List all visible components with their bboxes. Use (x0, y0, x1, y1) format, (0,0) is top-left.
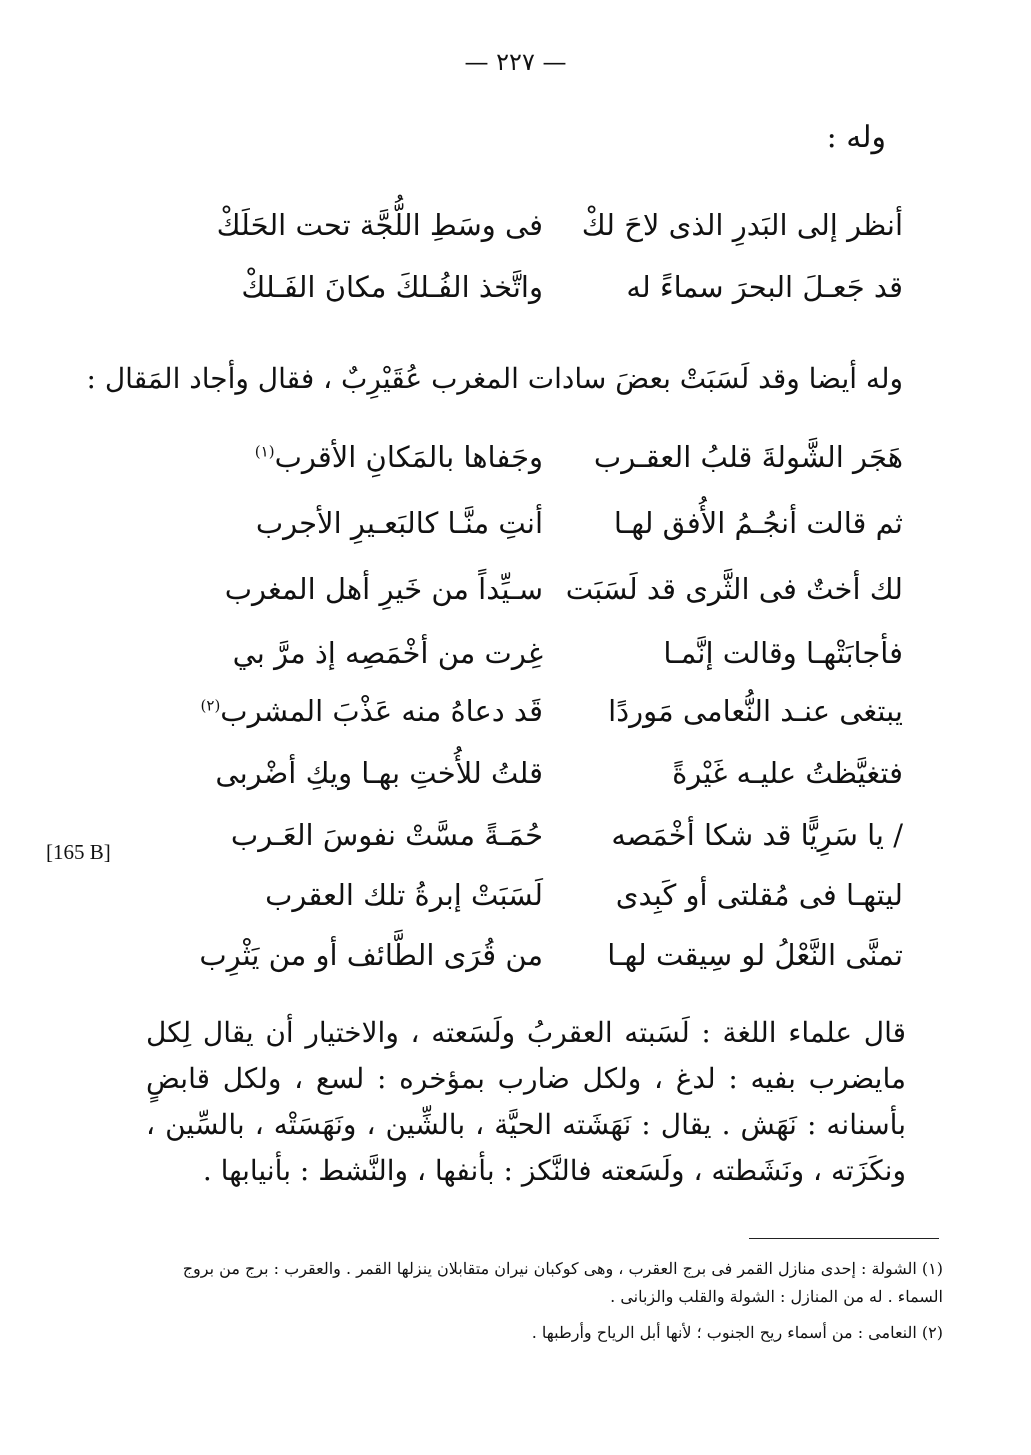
poem1-verse-2-second: واتَّخذ الفُـلكَ مكانَ الفَـلكْ (241, 270, 543, 304)
poem1-verse-2 (183, 270, 903, 304)
poem2-verse-5 (183, 694, 903, 728)
poem2-verse-4-first: فأجابَتْهـا وقالت إنَّمـا (663, 636, 903, 670)
poem2-verse-9-second: من قُرَى الطَّائف أو من يَثْرِب (199, 938, 543, 972)
poem2-verse-2 (183, 506, 903, 540)
poem2-verse-5-second: قَد دعاهُ منه عَذْبَ المشرب (220, 694, 543, 728)
poem2-verse-5-second-wrap (183, 694, 543, 728)
poem2-verse-4 (183, 636, 903, 670)
poem2-verse-5-first: يبتغى عنـد النُّعامى مَوردًا (608, 694, 903, 728)
footnote-ref-2: (٢) (200, 696, 221, 715)
poem2-verse-2-first: ثم قالت أنجُـمُ الأُفق لهـا (613, 506, 903, 540)
poem2-verse-8-first: ليتهـا فى مُقلتى أو كَبِدى (615, 878, 903, 912)
poem2-verse-4-second: غِرت من أخْمَصِه إذ مرَّ بي (232, 636, 543, 670)
prose-paragraph: قال علماء اللغة : لَسَبته العقربُ ولَسَعته ، والاختيار أن يقال لِكل مايضرب بفيه : لدغ ، ولكل ضارب بمؤخره : لسع ، ولكل قابضٍ بأسنانه : نَهَش . يقال : نَهَشَته الحيَّة ، بالشِّين ، ونَهَسَتْه ، بالسِّين ، ونكَزَته ، ونَشَطته ، ولَسَعته فالنَّكز : بأنفها ، والنَّشط : بأنيابها . (146, 1016, 906, 1187)
manuscript-folio-label: [165 B] (46, 840, 111, 864)
footnote-ref-1: (١) (254, 442, 275, 461)
poem2-verse-6 (183, 756, 903, 790)
poem2-verse-1 (183, 440, 903, 474)
poem2-verse-6-first: فتغيَّظتُ عليـه غَيْرةً (672, 756, 903, 790)
page-number: — ٢٢٧ — (464, 48, 567, 76)
poem2-verse-3 (183, 572, 903, 606)
footnote-2: (٢) النعامى : من أسماء ريح الجنوب ؛ لأنها أبل الرياح وأرطبها . (531, 1323, 943, 1342)
poem2-verse-7-first: / يا سَرِيًّا قد شكا أخْمَصه (611, 818, 903, 852)
poem2-verse-8 (183, 878, 903, 912)
intro-line-1: وله : (826, 120, 886, 155)
poem2-verse-7-second: حُمَـةً مسَّتْ نفوسَ العَـرب (230, 818, 543, 852)
poem2-verse-1-second: وجَفاها بالمَكانِ الأقرب (274, 440, 543, 474)
intro-line-2: وله أيضا وقد لَسَبَتْ بعضَ سادات المغرب عُقَيْرِبٌ ، فقال وأجاد المَقال : (86, 362, 903, 395)
footnote-1: (١) الشولة : إحدى منازل القمر فى برج العقرب ، وهى كوكبان نيران متقابلان ينزلها القمر . والعقرب : برج من بروج السماء . له من المنازل : الشولة والقلب والزبانى . (182, 1259, 943, 1306)
poem1-verse-2-first: قد جَعـلَ البحرَ سماءً له (626, 270, 903, 304)
poem1-verse-1-first: أنظر إلى البَدرِ الذى لاحَ لكْ (581, 208, 903, 242)
poem2-verse-9 (183, 938, 903, 972)
poem2-verse-8-second: لَسَبَتْ إبرةُ تلك العقرب (265, 878, 543, 912)
poem2-verse-1-first: هَجَر الشَّولةَ قلبُ العقـرب (593, 440, 903, 474)
poem2-verse-3-second: سـيِّداً من خَيرِ أهل المغرب (224, 572, 543, 606)
poem1-verse-1 (183, 208, 903, 242)
poem2-verse-2-second: أنتِ منَّـا كالبَعـيرِ الأجرب (255, 506, 543, 540)
poem2-verse-9-first: تمنَّى النَّعْلُ لو سِيقت لهـا (607, 938, 903, 972)
poem2-verse-3-first: لك أختٌ فى الثَّرى قد لَسَبَت (565, 572, 903, 606)
footnote-divider (749, 1238, 939, 1239)
poem1-verse-1-second: فى وسَطِ اللُّجَّة تحت الحَلَكْ (216, 208, 543, 242)
poem2-verse-7 (183, 818, 903, 852)
footnotes (153, 1255, 943, 1355)
poem2-verse-1-second-wrap (183, 440, 543, 474)
poem2-verse-6-second: قلتُ للأُختِ بهـا ويكِ أضْربى (215, 756, 543, 790)
